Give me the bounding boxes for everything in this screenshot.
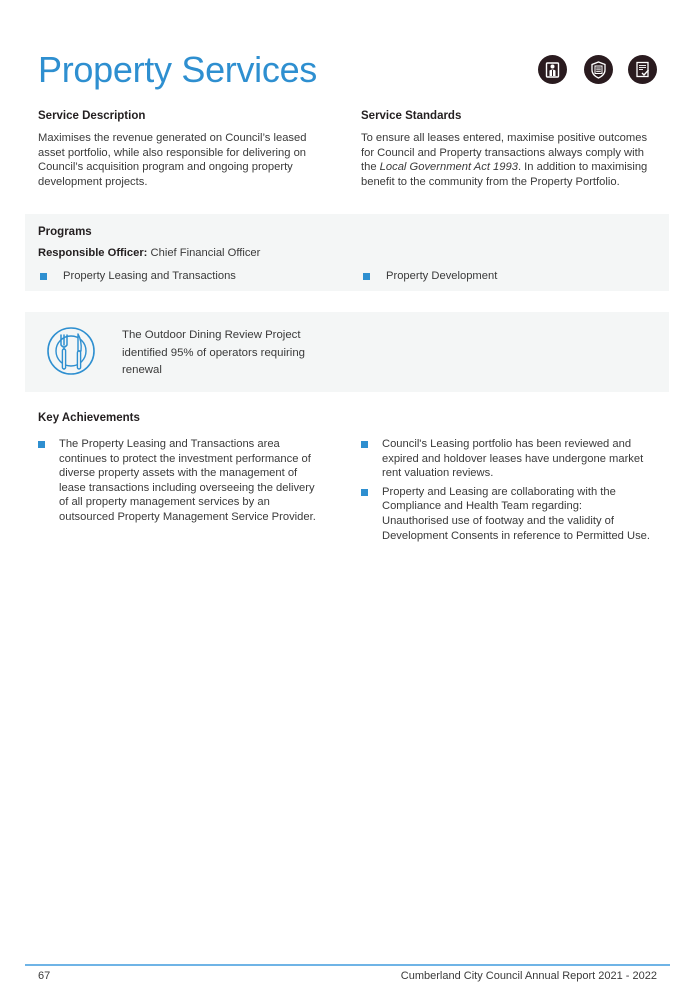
page-title: Property Services xyxy=(38,49,317,90)
document-check-icon xyxy=(628,55,657,84)
achievement-item xyxy=(38,437,328,525)
shield-document-icon xyxy=(584,55,613,84)
footer-divider xyxy=(25,964,670,966)
report-title: Cumberland City Council Annual Report 2021 - 2022 xyxy=(400,970,657,982)
dining-plate-icon xyxy=(46,325,96,382)
achievement-text: Property and Leasing are collaborating with the Compliance and Health Team regarding: Unauthorised use of footway and the validity of Development Consents in reference to Permitted Use. xyxy=(382,485,651,542)
service-badges xyxy=(538,55,658,85)
bullet-square xyxy=(38,441,45,448)
bullet-square xyxy=(40,273,47,280)
achievements-left xyxy=(38,437,328,529)
service-description-heading: Service Description xyxy=(38,110,146,122)
service-standards-heading: Service Standards xyxy=(361,110,462,122)
responsible-officer-label: Responsible Officer: xyxy=(38,247,148,259)
achievement-text: The Property Leasing and Transactions area continues to protect the investment performance of diverse property assets with the management of lease transactions including overseeing the delivery of all property management services by an outsourced Property Management Service Provider. xyxy=(59,438,316,523)
highlight-text: The Outdoor Dining Review Project identified 95% of operators requiring renewal xyxy=(122,329,305,377)
achievement-text: Council's Leasing portfolio has been reviewed and expired and holdover leases have undergone market rent valuation reviews. xyxy=(382,438,644,480)
bullet-square xyxy=(363,273,370,280)
program-item xyxy=(363,269,497,284)
program-item xyxy=(40,269,236,284)
page-number: 67 xyxy=(38,970,51,982)
service-standards-text xyxy=(361,131,661,189)
key-achievements-heading: Key Achievements xyxy=(38,412,140,424)
programs-panel xyxy=(25,214,669,291)
bullet-square xyxy=(361,441,368,448)
achievement-item xyxy=(361,485,656,543)
responsible-officer xyxy=(38,247,260,259)
achievements-right xyxy=(361,437,656,547)
service-standards xyxy=(361,109,661,189)
programs-heading: Programs xyxy=(38,226,92,238)
service-standards-text-b: . In addition to maximising benefit to the community from the Property Portfolio. xyxy=(361,161,648,188)
service-standards-text-a: To ensure all leases entered, maximise positive outcomes for Council and Property transactions always comply with the xyxy=(361,132,648,174)
responsible-officer-value: Chief Financial Officer xyxy=(150,247,261,259)
service-description-text: Maximises the revenue generated on Council’s leased asset portfolio, while also responsible for delivering on Council’s acquisition program and ongoing property development projects. xyxy=(38,132,307,188)
service-description xyxy=(38,109,338,189)
person-in-frame-icon xyxy=(538,55,567,84)
achievement-item xyxy=(361,437,656,481)
highlight-panel xyxy=(25,312,669,392)
bullet-square xyxy=(361,489,368,496)
act-reference: Local Government Act 1993 xyxy=(379,161,518,174)
program-item-label: Property Leasing and Transactions xyxy=(63,270,236,282)
program-item-label: Property Development xyxy=(386,270,498,282)
